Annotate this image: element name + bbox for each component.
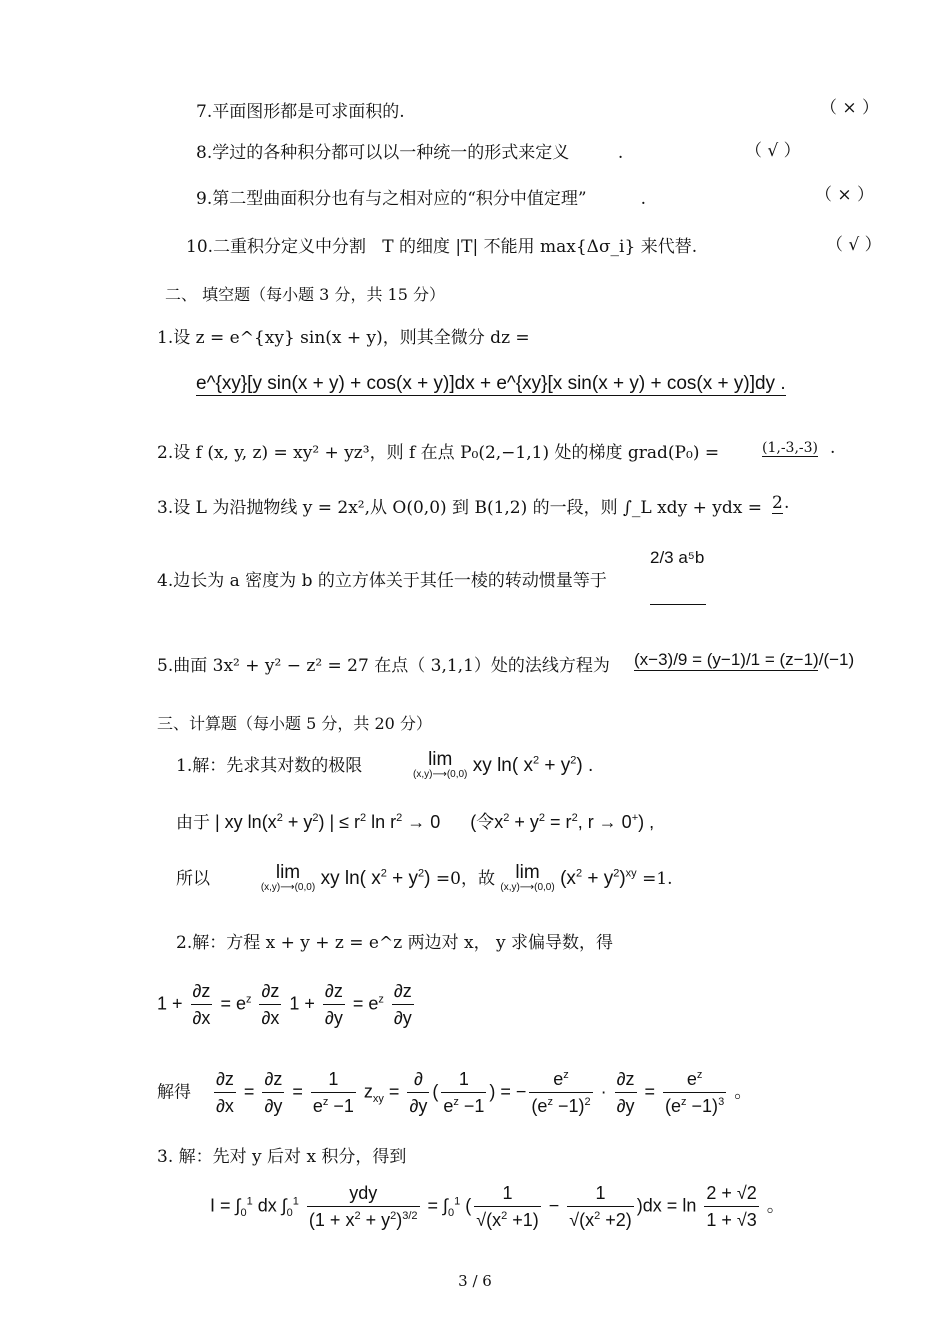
calc-3-integral: $I = \int_0^1$ dx $\int_0^1$ $\frac{\text{ydy}}{(1 + x^2 + y^2)^{3/2}}$ = $\int_0^1$ ( $\frac{1}{√(x^2 +1)}$ − $\frac{1}{√(x^2 +2)}$ )dx = ln $\frac{2 + √2}{1 + √3}$ 。: [210, 1180, 785, 1233]
fill-a4: 2/3 a⁵b: [650, 548, 706, 605]
fill-a2-period: .: [830, 438, 836, 458]
calc-2-intro: 2.解：方程 x + y + z = e^z 两边对 x， y 求偏导数，得: [176, 933, 613, 953]
section-3-title: 三、计算题（每小题 5 分，共 20 分）: [157, 714, 432, 733]
tf-mark-10: （ √ ）: [826, 235, 882, 255]
tf-item-10: 10.二重积分定义中分割 T 的细度 |T| 不能用 max{Δσ_i} 来代替.: [186, 237, 698, 257]
page-number: 3 / 6: [458, 1272, 492, 1290]
calc-2-equations: 1 + $\frac{\partial z}{\partial x}$ = $e^z$ $\frac{\partial z}{\partial x}$ 1 + $\frac{\partial z}{\partial y}$ = $e^z$ $\frac{\partial z}{\partial y}$: [157, 978, 417, 1031]
tf-item-9: 9.第二型曲面积分也有与之相对应的“积分中值定理” .: [196, 189, 647, 209]
tf-mark-8: （ √ ）: [745, 141, 801, 161]
fill-q4: 4.边长为 a 密度为 b 的立方体关于其任一棱的转动惯量等于: [157, 571, 607, 591]
fill-q1: 1.设 z = e^{xy} sin(x + y)，则其全微分 dz =: [157, 328, 530, 348]
fill-q3: 3.设 L 为沿抛物线 y = 2x²,从 O(0,0) 到 B(1,2) 的一段，则 ∫_L xdy + ydx =: [157, 498, 762, 518]
section-2-title: 二、 填空题（每小题 3 分，共 15 分）: [165, 285, 445, 304]
calc-1-bound: 由于 | xy $\ln(x^2 + y^2)$ | ≤ $r^2$ $\ln r^2 \to 0$ (令$x^2 + y^2 = r^2$, r → 0+) ,: [176, 812, 655, 833]
fill-a1: e^{xy}[y sin(x + y) + cos(x + y)]dx + e^{xy}[x sin(x + y) + cos(x + y)]dy .: [196, 373, 786, 394]
tf-item-8: 8.学过的各种积分都可以以一种统一的形式来定义 .: [196, 143, 624, 163]
tf-item-7: 7.平面图形都是可求面积的.: [196, 102, 405, 122]
fill-q2: 2.设 f (x, y, z) = xy² + yz³，则 f 在点 P₀(2,−1,1) 处的梯度 grad(P₀) =: [157, 443, 720, 463]
tf-mark-7: （ × ）: [820, 98, 880, 118]
calc-3-intro: 3. 解：先对 y 后对 x 积分，得到: [157, 1147, 407, 1167]
fill-q5: 5.曲面 3x² + y² − z² = 27 在点（ 3,1,1）处的法线方程为: [157, 656, 610, 676]
tf-mark-9: （ × ）: [815, 185, 875, 205]
fill-a3-period: .: [784, 493, 790, 513]
calc-2-solution: 解得 $\frac{\partial z}{\partial x}$ = $\frac{\partial z}{\partial y}$ = $\frac{1}{e^z -1}$ $z_{xy}$ = $\frac{\partial}{\partial y}$ ( $\frac{1}{e^z -1}$ ) = − $\frac{e^z}{(e^z -1)^2}$ · $\frac{\partial z}{\partial y}$ = $\frac{e^z}{(e^z -1)^3}$ 。: [157, 1066, 752, 1119]
fill-a3: 2: [772, 493, 783, 513]
fill-a5: (x−3)/9 = (y−1)/1 = (z−1)/(−1): [634, 650, 855, 669]
calc-1-intro: 1.解：先求其对数的极限 lim (x,y)⟶(0,0) xy ln( $x^2 + y^2$) .: [176, 749, 594, 780]
calc-1-conclusion: 所以 lim (x,y)⟶(0,0) xy ln( $x^2 + y^2) =0$，故 lim (x,y)⟶(0,0) $(x^2 + y^2)^{xy} =1$.: [176, 862, 673, 893]
fill-a2: (1,-3,-3): [762, 440, 819, 456]
